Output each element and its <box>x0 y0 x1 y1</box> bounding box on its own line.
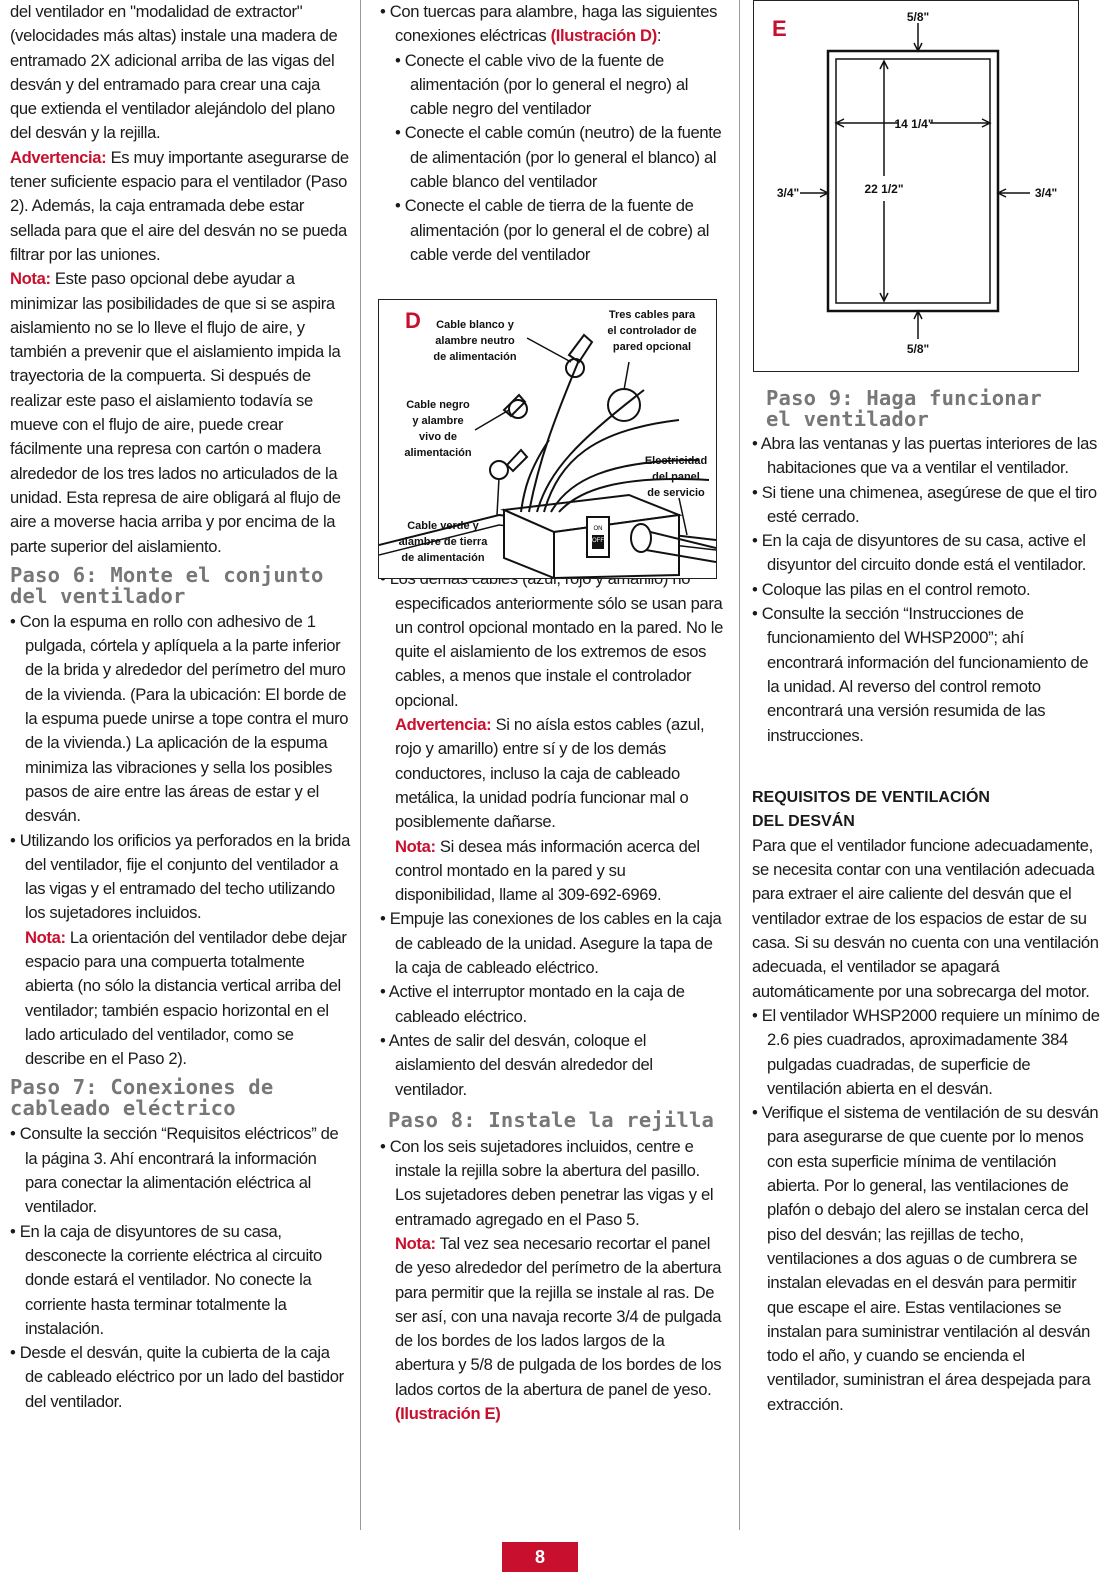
column-left <box>10 0 350 1414</box>
ventilation-requirements-heading <box>752 786 1100 834</box>
warning-paragraph <box>10 146 350 267</box>
warning-label: Advertencia: <box>395 715 492 735</box>
figure-d-illustration <box>379 300 716 578</box>
label-black-live-2: y alambre <box>412 415 464 427</box>
list-item: • Si tiene una chimenea, asegúrese de que el tiro esté cerrado. <box>752 482 1097 526</box>
note-text: La orientación del ventilador debe dejar espacio para una compuerta totalmente abierta (no sólo la distancia vertical arriba del ventilador; también espacio horizontal en el lado articulado del ventilador, como se describe en el Paso 2). <box>25 927 347 1069</box>
list-item: • Antes de salir del desván, coloque el aislamiento del desván alrededor del ventilador. <box>380 1030 653 1099</box>
note-label: Nota: <box>10 269 51 289</box>
list-item: • Coloque las pilas en el control remoto. <box>752 579 1031 599</box>
dim-top: 5/8" <box>906 10 930 24</box>
label-green-ground-3: de alimentación <box>401 552 485 564</box>
label-white-neutral-1: Cable blanco y <box>436 319 514 331</box>
label-three-cables-2: el controlador de <box>607 325 697 337</box>
label-service-panel-1: Electricidad <box>644 455 708 467</box>
label-service-panel-3: de servicio <box>647 487 705 499</box>
dim-right: 3/4" <box>1034 186 1058 200</box>
list-item: • El ventilador WHSP2000 requiere un mínimo de 2.6 pies cuadrados, aproximadamente 384 pulgadas cuadradas, de superficie de ventilación abierta en el desván. <box>752 1005 1100 1098</box>
label-green-ground-1: Cable verde y <box>407 520 479 532</box>
list-item: • Desde el desván, quite la cubierta de la caja de cableado eléctrico por un lado del bastidor del ventilador. <box>10 1343 344 1411</box>
warning-paragraph <box>380 713 725 834</box>
figure-d <box>378 299 717 579</box>
step6-heading <box>10 562 350 608</box>
label-black-live-1: Cable negro <box>406 399 470 411</box>
sub-list-item: • Conecte el cable de tierra de la fuente de alimentación (por lo general el de cobre) al cable verde del ventilador <box>395 196 710 264</box>
note-paragraph <box>380 1232 725 1426</box>
step9-heading-line2: el ventilador <box>766 407 930 431</box>
note-label: Nota: <box>395 1233 436 1253</box>
dim-bottom: 5/8" <box>906 342 930 356</box>
list-item: especificados anteriormente sólo se usan para un control opcional montado en la pared. No le quite el aislamiento de los extremos de esos cables, a menos que instale el controlador opcional. <box>395 593 723 710</box>
column-divider <box>360 0 361 1530</box>
column-right <box>752 388 1100 1417</box>
step7-heading-line2: cableado eléctrico <box>10 1096 236 1121</box>
switch-off-label: OFF <box>592 538 604 544</box>
dim-width: 14 1/4" <box>894 117 934 131</box>
label-three-cables-3: pared opcional <box>612 341 692 353</box>
warning-label: Advertencia: <box>10 147 107 167</box>
label-green-ground-2: alambre de tierra <box>398 536 488 548</box>
figure-e-illustration <box>754 1 1078 371</box>
figure-e <box>753 0 1079 372</box>
list-item: • Utilizando los orificios ya perforados en la brida del ventilador, fije el conjunto del ventilador a las vigas y el entramado del techo utilizando los sujetadores incluidos. <box>10 830 350 923</box>
column-divider <box>739 0 740 1530</box>
step9-heading <box>752 388 1100 430</box>
switch-on-label: ON <box>593 526 603 532</box>
note-label: Nota: <box>25 927 66 947</box>
sub-list-item: • Conecte el cable vivo de la fuente de alimentación (por lo general el negro) al cable negro del ventilador <box>395 50 689 119</box>
figure-e-letter: E <box>772 16 787 41</box>
list-item: • Consulte la sección “Requisitos eléctricos” de la página 3. Ahí encontrará la información para conectar la alimentación eléctrica al ventilador. <box>10 1124 339 1217</box>
list-item: • Con la espuma en rollo con adhesivo de 1 pulgada, córtela y aplíquela a la parte inferior de la brida y alrededor del perímetro del muro de la vivienda. (Para la ubicación: El borde de la espuma puede unirse a tope contra el muro de la vivienda.) La aplicación de la espuma minimiza las vibraciones y sella los posibles pasos de aire entre las áreas de estar y el desván. <box>10 611 349 826</box>
list-item: • Empuje las conexiones de los cables en la caja de cableado de la unidad. Asegure la tapa de la caja de cableado eléctrico. <box>380 909 722 978</box>
list-item: • Consulte la sección “Instrucciones de funcionamiento del WHSP2000”; ahí encontrará información del funcionamiento de la unidad. Al reverso del control remoto encontrará una versión resumida de las instrucciones. <box>752 604 1089 745</box>
note-text: Este paso opcional debe ayudar a minimizar las posibilidades de que si se aspira aislamiento no se lo lleve el flujo de aire, y también a prevenir que el aislamiento impida la trayectoria de la compuerta. Si después de realizar este paso el aislamiento todavía se mueve con el flujo de aire, puede crear fácilmente una represa con cartón o madera alrededor de los tres lados no articulados de la unidad. Esta represa de aire obligará al flujo de aire a moverse hacia arriba y por encima de la parte superior del aislamiento. <box>10 269 341 556</box>
note-label: Nota: <box>395 836 436 856</box>
dim-left: 3/4" <box>776 186 800 200</box>
list-item-text: • Con tuercas para alambre, haga las siguientes conexiones eléctricas <box>380 2 718 46</box>
list-item: • Con los seis sujetadores incluidos, centre e instale la rejilla sobre la abertura del pasillo. Los sujetadores deben penetrar las vigas y el entramado agregado en el Paso 5. <box>380 1136 714 1229</box>
page-number: 8 <box>502 1542 578 1572</box>
note-text: Si desea más información acerca del control montado en la pared y su disponibilidad, llame al 309-692-6969. <box>395 836 700 905</box>
step7-heading <box>10 1077 350 1119</box>
list-item <box>380 0 725 49</box>
list-item: • Verifique el sistema de ventilación de su desván para asegurarse de que cuente por lo menos con esta superficie mínima de ventilación abierta. Por lo general, las ventilaciones de plafón o debajo del alero se instalan cerca del piso del desván; las rejillas de techo, ventilaciones a dos aguas o de cumbrera se instalan elevadas en el desván para permitir que escape el aire. Estas ventilaciones se instalan para suministrar ventilación al desván todo el año, y cuando se encienda el ventilador, suministran el área despejada para extracción. <box>752 1103 1099 1414</box>
step7-heading-line1: Paso 7: Conexiones de <box>10 1075 274 1100</box>
ventilation-heading-line1: REQUISITOS DE VENTILACIÓN <box>752 788 990 806</box>
figure-reference: (Ilustración D) <box>550 26 657 46</box>
step6-heading-line1: Paso 6: Monte el conjunto <box>10 562 324 587</box>
ventilation-paragraph: Para que el ventilador funcione adecuadamente, se necesita contar con una ventilación adecuada para extraer el aire caliente del desván que el ventilador extrae de los espacios de estar de su casa. Si su desván no cuenta con una ventilación adecuada, el ventilador se apagará automáticamente por una sobrecarga del motor. <box>752 835 1099 1001</box>
step6-heading-line2: del ventilador <box>10 583 186 608</box>
label-white-neutral-2: alambre neutro <box>435 335 515 347</box>
sub-list-item: • Conecte el cable común (neutro) de la fuente de alimentación (por lo general el blanco) al cable blanco del ventilador <box>395 123 722 192</box>
label-black-live-3: vivo de <box>419 431 457 443</box>
list-item: • Active el interruptor montado en la caja de cableado eléctrico. <box>380 982 685 1026</box>
list-item: • Abra las ventanas y las puertas interiores de las habitaciones que va a ventilar el ventilador. <box>752 434 1097 478</box>
warning-text: Si no aísla estos cables (azul, rojo y amarillo) entre sí y de los demás conductores, incluso la caja de cableado metálica, la unidad podría funcionar mal o posiblemente dañarse. <box>395 715 705 832</box>
label-white-neutral-3: de alimentación <box>433 351 517 363</box>
step9-heading-line1: Paso 9: Haga funcionar <box>766 386 1042 410</box>
warning-text: Es muy importante asegurarse de tener suficiente espacio para el ventilador (Paso 2). Además, la caja entramada debe estar sellada para que el aire del desván no se pueda filtrar por las uniones. <box>10 147 349 264</box>
figure-d-letter: D <box>405 308 421 333</box>
intro-paragraph: del ventilador en "modalidad de extractor" (velocidades más altas) instale una madera de entramado 2X adicional arriba de las vigas del desván y del entramado para crear una caja que extienda el ventilador alejándolo del plano del desván y la rejilla. <box>10 2 338 143</box>
list-item: • En la caja de disyuntores de su casa, active el disyuntor del circuito donde está el ventilador. <box>752 531 1086 575</box>
column-middle <box>380 0 725 1426</box>
label-three-cables-1: Tres cables para <box>608 309 696 321</box>
list-item: • En la caja de disyuntores de su casa, desconecte la corriente eléctrica al circuito donde estará el ventilador. No conecte la corriente hasta terminar totalmente la instalación. <box>10 1221 322 1338</box>
figure-reference: (Ilustración E) <box>395 1404 501 1424</box>
note-paragraph <box>10 267 350 559</box>
note-paragraph <box>380 835 725 908</box>
step8-heading: Paso 8: Instale la rejilla <box>388 1107 715 1132</box>
note-paragraph <box>10 926 350 1072</box>
ventilation-heading-line2: DEL DESVÁN <box>752 812 855 830</box>
dim-height: 22 1/2" <box>864 182 904 196</box>
label-black-live-4: alimentación <box>404 447 472 459</box>
note-text: Tal vez sea necesario recortar el panel de yeso alrededor del perímetro de la abertura para permitir que la rejilla se instale al ras. De ser así, con una navaja recorte 3/4 de pulgada de los bordes de los lados largos de la abertura y 5/8 de pulgada de los bordes de los lados cortos de la abertura de panel de yeso. <box>395 1233 722 1399</box>
punctuation: : <box>656 26 662 46</box>
label-service-panel-2: del panel <box>652 471 700 483</box>
